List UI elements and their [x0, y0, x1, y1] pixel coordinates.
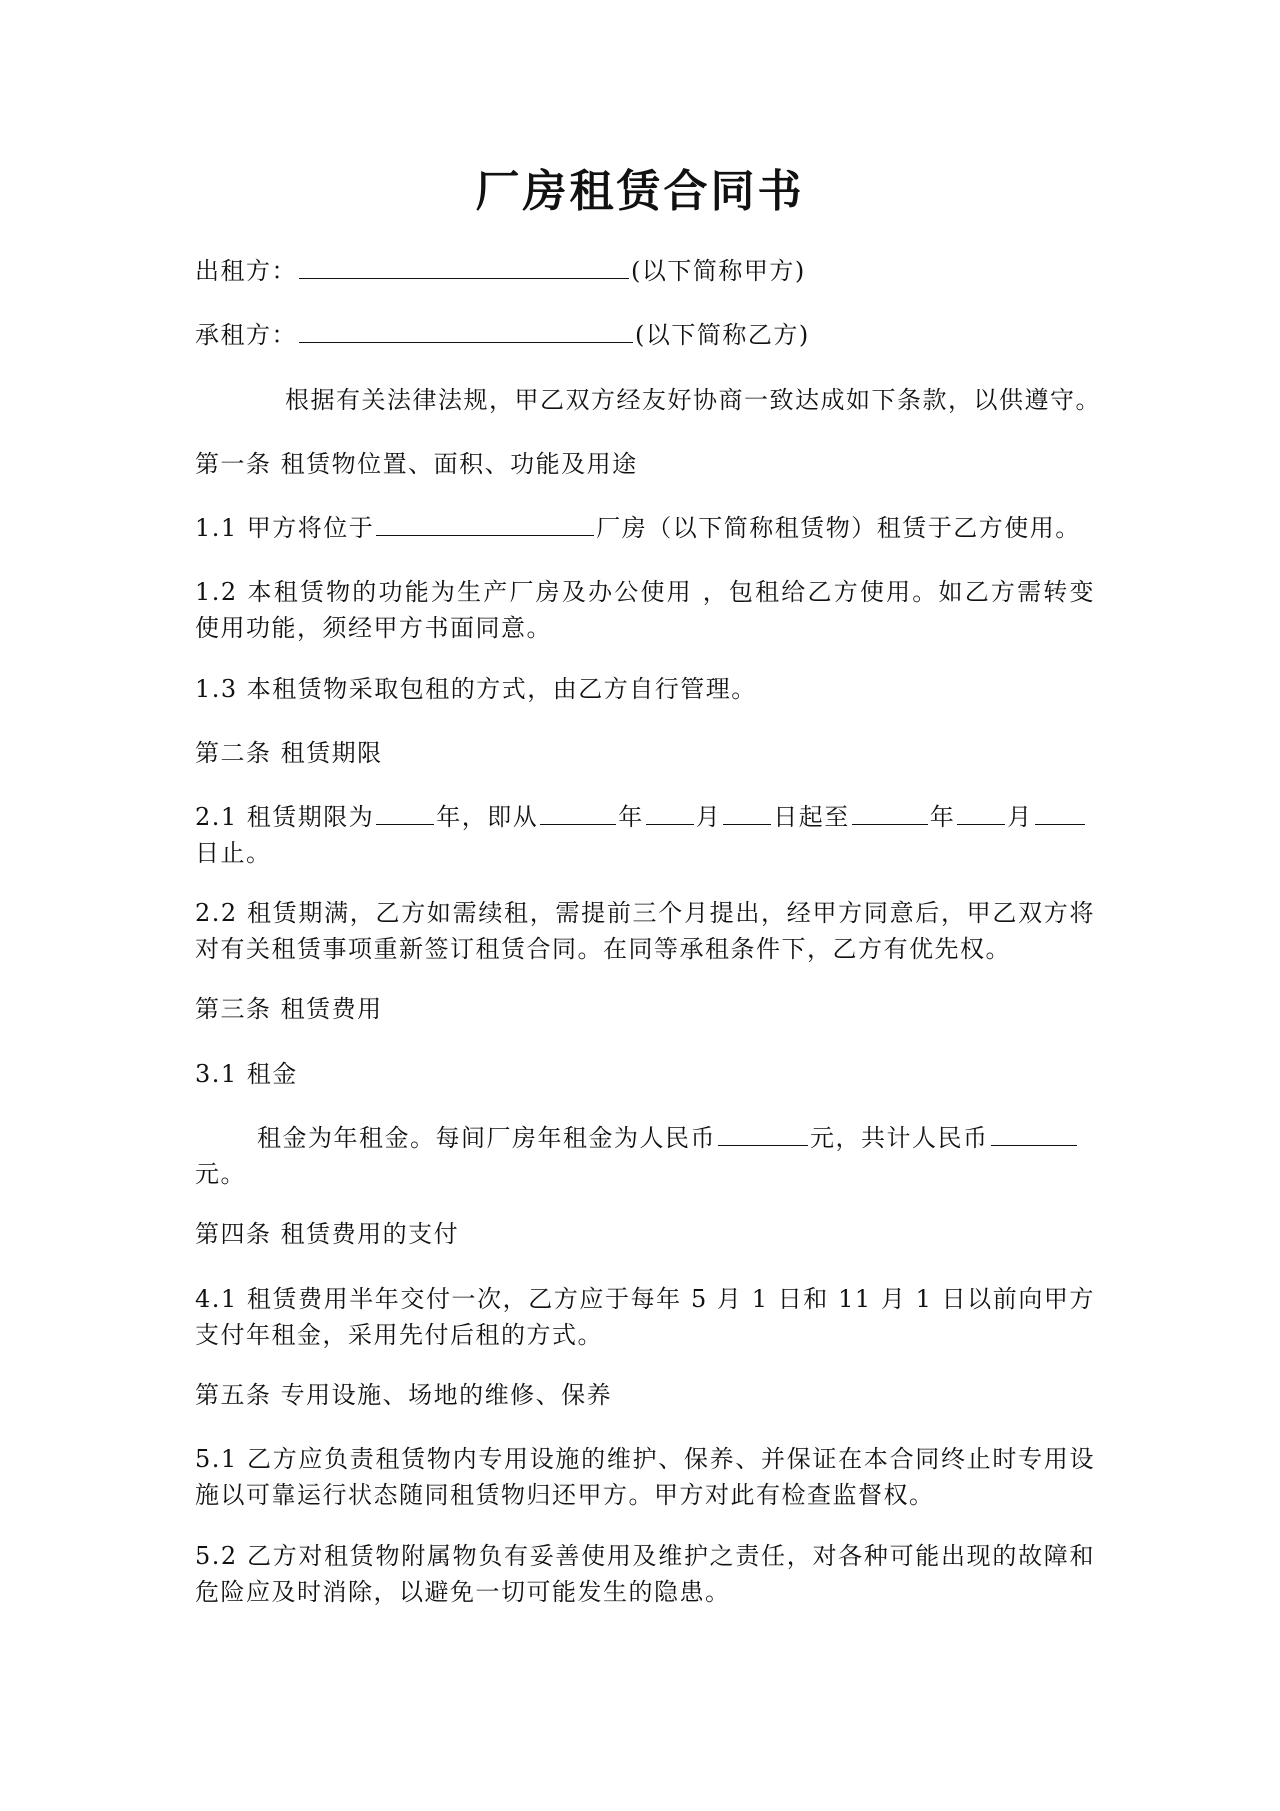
end-month-blank[interactable]	[957, 800, 1005, 825]
document-title: 厂房租赁合同书	[475, 166, 805, 217]
preamble: 根据有关法律法规，甲乙双方经友好协商一致达成如下条款，以供遵守。	[285, 386, 1101, 414]
lessor-label: 出租方：	[195, 257, 297, 285]
rent-text-end: 元。	[195, 1160, 246, 1188]
end-year-blank[interactable]	[852, 800, 928, 825]
clause-1-3: 1.3 本租赁物采取包租的方式，由乙方自行管理。	[195, 675, 757, 703]
clause-4-1: 4.1 租赁费用半年交付一次，乙方应于每年 5 月 1 日和 11 月 1 日以前向甲方支付年租金，采用先付后租的方式。	[195, 1285, 1095, 1349]
clause-5-2: 5.2 乙方对租赁物附属物负有妥善使用及维护之责任，对各种可能出现的故障和危险应及时消除，以避免一切可能发生的隐患。	[195, 1542, 1095, 1606]
rent-text-middle: 元，共计人民币	[810, 1124, 989, 1152]
article-5-heading: 第五条 专用设施、场地的维修、保养	[195, 1381, 613, 1409]
start-year-blank[interactable]	[540, 800, 616, 825]
clause-2-1-start: 2.1 租赁期限为	[195, 803, 375, 831]
article-3-heading: 第三条 租赁费用	[195, 995, 383, 1023]
unit-rent-blank[interactable]	[718, 1121, 808, 1146]
clause-2-1-from: 年，即从	[436, 803, 539, 831]
clause-1-1-end: 厂房（以下简称租赁物）租赁于乙方使用。	[596, 514, 1081, 542]
lessor-blank[interactable]	[299, 254, 629, 279]
end-month-label: 月	[1007, 803, 1033, 831]
start-day-blank[interactable]	[723, 800, 771, 825]
article-2-heading: 第二条 租赁期限	[195, 739, 383, 767]
clause-3-1-text	[195, 1120, 1095, 1192]
total-rent-blank[interactable]	[991, 1121, 1077, 1146]
lessee-label: 承租方：	[195, 321, 297, 349]
start-day-label: 日起至	[773, 803, 850, 831]
start-year-label: 年	[618, 803, 644, 831]
clause-3-1: 3.1 租金	[195, 1060, 298, 1088]
lessor-suffix: (以下简称甲方)	[631, 257, 806, 285]
start-month-label: 月	[695, 803, 722, 831]
term-years-blank[interactable]	[376, 800, 434, 825]
start-month-blank[interactable]	[646, 800, 694, 825]
lessor-line	[195, 253, 1095, 289]
article-1-heading: 第一条 租赁物位置、面积、功能及用途	[195, 450, 638, 478]
location-blank[interactable]	[376, 511, 594, 536]
clause-1-1	[195, 510, 1095, 546]
article-4-heading: 第四条 租赁费用的支付	[195, 1220, 460, 1248]
clause-5-1: 5.1 乙方应负责租赁物内专用设施的维护、保养、并保证在本合同终止时专用设施以可靠运行状态随同租赁物归还甲方。甲方对此有检查监督权。	[195, 1445, 1095, 1509]
end-day-blank[interactable]	[1035, 800, 1085, 825]
clause-2-2: 2.2 租赁期满，乙方如需续租，需提前三个月提出，经甲方同意后，甲乙双方将对有关租赁事项重新签订租赁合同。在同等承租条件下，乙方有优先权。	[195, 899, 1095, 963]
clause-2-1	[195, 799, 1095, 871]
lessee-blank[interactable]	[299, 318, 633, 343]
end-year-label: 年	[929, 803, 956, 831]
rent-text-start: 租金为年租金。每间厂房年租金为人民币	[257, 1124, 716, 1152]
clause-1-2: 1.2 本租赁物的功能为生产厂房及办公使用 ，包租给乙方使用。如乙方需转变使用功能，须经甲方书面同意。	[195, 578, 1095, 642]
lessee-line	[195, 317, 1095, 353]
end-day-label: 日止。	[195, 839, 272, 867]
clause-1-1-start: 1.1 甲方将位于	[195, 514, 375, 542]
lessee-suffix: (以下简称乙方)	[635, 321, 810, 349]
